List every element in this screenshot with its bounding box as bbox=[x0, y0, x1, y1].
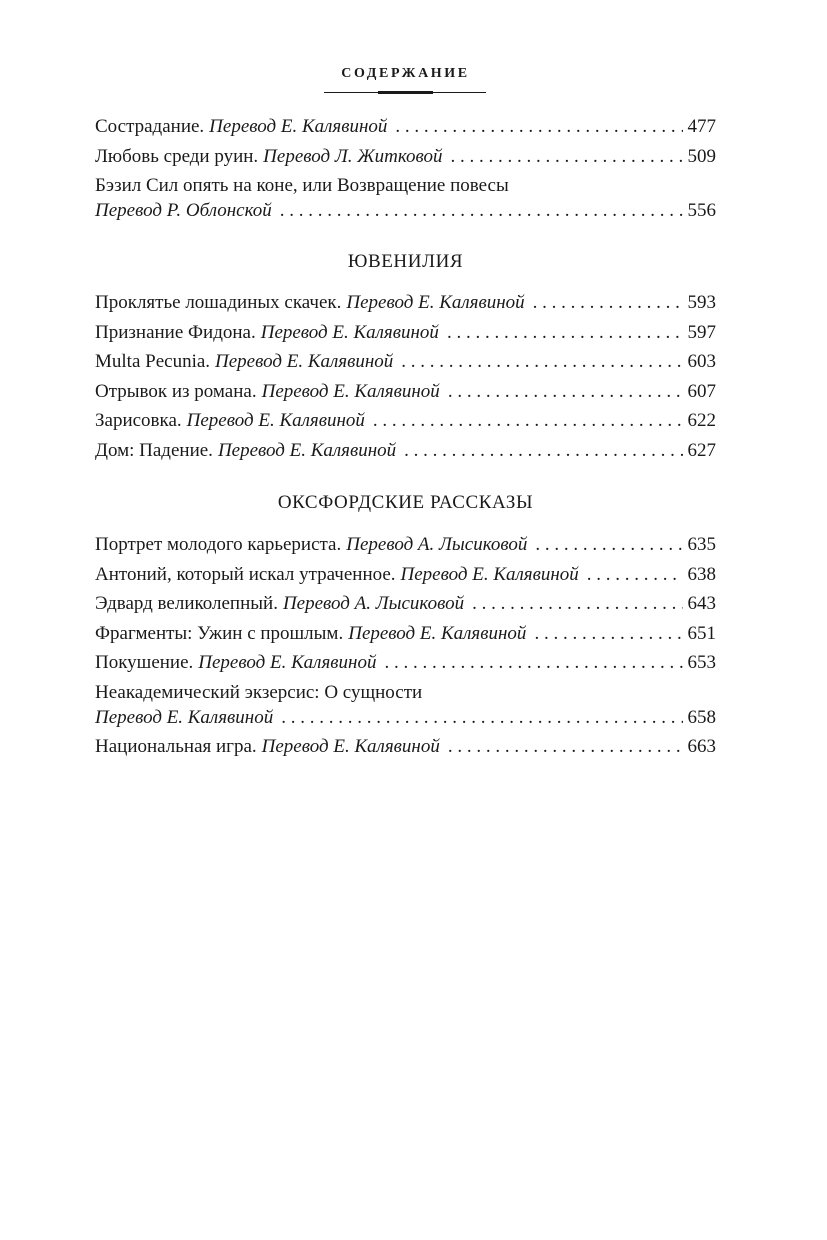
toc-entry[interactable] bbox=[95, 116, 716, 146]
dot-leader bbox=[472, 593, 682, 615]
toc-group-main bbox=[95, 116, 716, 229]
toc-entry[interactable] bbox=[95, 381, 716, 411]
dot-leader bbox=[401, 351, 682, 373]
entry-translator: Перевод Р. Облонской bbox=[95, 200, 272, 221]
entry-translator: Перевод Е. Калявиной bbox=[346, 292, 525, 313]
entry-translator: Перевод Е. Калявиной bbox=[261, 735, 440, 757]
entry-page: 622 bbox=[687, 410, 716, 431]
dot-leader bbox=[448, 381, 683, 403]
dot-leader bbox=[384, 652, 682, 674]
entry-translator: Перевод Е. Калявиной bbox=[186, 410, 365, 431]
entry-title: Отрывок из романа. bbox=[95, 380, 257, 402]
entry-page: 627 bbox=[687, 439, 716, 461]
entry-page: 658 bbox=[687, 706, 716, 728]
section-title-oxford: ОКСФОРДСКИЕ РАССКАЗЫ bbox=[277, 492, 534, 513]
toc-entry[interactable] bbox=[95, 322, 716, 352]
entry-title: Дом: Падение. bbox=[95, 439, 213, 461]
running-head: СОДЕРЖАНИЕ bbox=[341, 66, 470, 81]
entry-page: 556 bbox=[687, 200, 716, 221]
entry-translator: Перевод Е. Калявиной bbox=[209, 116, 388, 137]
entry-page: 635 bbox=[687, 534, 716, 555]
entry-translator: Перевод Е. Калявиной bbox=[198, 652, 377, 673]
entry-translator: Перевод Е. Калявиной bbox=[215, 351, 394, 372]
entry-title: Неакадемический экзерсис: О сущности bbox=[95, 681, 423, 703]
entry-title: Любовь среди руин. bbox=[95, 145, 259, 167]
entry-translator: Перевод Е. Калявиной bbox=[217, 439, 397, 461]
dot-leader bbox=[447, 322, 683, 344]
entry-translator: Перевод Е. Калявиной bbox=[348, 622, 527, 644]
entry-page: 638 bbox=[687, 563, 716, 585]
toc-entry[interactable] bbox=[95, 593, 716, 623]
entry-title: Эдвард великолепный. bbox=[95, 593, 278, 614]
entry-page: 603 bbox=[687, 351, 716, 372]
dot-leader bbox=[281, 707, 682, 729]
toc-entry[interactable] bbox=[95, 175, 716, 229]
toc-entry[interactable] bbox=[95, 564, 716, 594]
entry-title: Бэзил Сил опять на коне, или Возвращение повесы bbox=[95, 175, 509, 196]
entry-page: 597 bbox=[687, 321, 716, 343]
toc-entry[interactable] bbox=[95, 410, 716, 440]
entry-page: 643 bbox=[687, 593, 716, 614]
head-rule-ornament bbox=[378, 91, 433, 94]
toc-entry[interactable] bbox=[95, 292, 716, 322]
toc-entry[interactable] bbox=[95, 623, 716, 653]
dot-leader bbox=[448, 736, 683, 758]
entry-translator: Перевод Е. Калявиной bbox=[261, 380, 440, 402]
dot-leader bbox=[534, 623, 682, 645]
dot-leader bbox=[535, 534, 682, 556]
entry-translator: Перевод Е. Калявиной bbox=[400, 563, 579, 585]
dot-leader bbox=[404, 440, 682, 462]
entry-title: Multa Pecunia. bbox=[95, 351, 211, 372]
entry-page: 653 bbox=[687, 652, 716, 673]
entry-title: Признание Фидона. bbox=[95, 321, 256, 343]
toc-entry[interactable] bbox=[95, 351, 716, 381]
entry-page: 607 bbox=[687, 380, 716, 402]
dot-leader bbox=[373, 410, 683, 432]
section-title-juvenilia: ЮВЕНИЛИЯ bbox=[347, 251, 464, 272]
toc-group-juvenilia bbox=[95, 292, 716, 469]
entry-title: Портрет молодого карьериста. bbox=[95, 534, 342, 555]
entry-title: Покушение. bbox=[95, 652, 194, 673]
toc-entry[interactable] bbox=[95, 146, 716, 176]
dot-leader bbox=[451, 146, 683, 168]
dot-leader bbox=[280, 200, 683, 222]
entry-translator: Перевод А. Лысиковой bbox=[282, 593, 465, 614]
entry-title: Проклятье лошадиных скачек. bbox=[95, 292, 342, 313]
toc-group-oxford bbox=[95, 534, 716, 765]
entry-title: Фрагменты: Ужин с прошлым. bbox=[95, 622, 344, 644]
dot-leader bbox=[587, 564, 683, 586]
toc-entry[interactable] bbox=[95, 652, 716, 682]
entry-translator: Перевод Е. Калявиной bbox=[260, 321, 439, 343]
dot-leader bbox=[395, 116, 682, 138]
entry-page: 477 bbox=[687, 116, 716, 137]
entry-title: Антоний, который искал утраченное. bbox=[95, 563, 396, 585]
toc-entry[interactable] bbox=[95, 682, 716, 736]
entry-page: 663 bbox=[687, 735, 716, 757]
entry-translator: Перевод Л. Житковой bbox=[263, 145, 443, 167]
toc-entry[interactable] bbox=[95, 736, 716, 766]
entry-translator: Перевод А. Лысиковой bbox=[346, 534, 528, 555]
entry-translator: Перевод Е. Калявиной bbox=[95, 706, 274, 728]
entry-page: 651 bbox=[687, 622, 716, 644]
toc-entry[interactable] bbox=[95, 534, 716, 564]
entry-title: Зарисовка. bbox=[95, 410, 182, 431]
entry-page: 509 bbox=[687, 145, 716, 167]
toc-entry[interactable] bbox=[95, 440, 716, 470]
entry-title: Сострадание. bbox=[95, 116, 205, 137]
dot-leader bbox=[533, 292, 683, 314]
entry-page: 593 bbox=[687, 292, 716, 313]
entry-title: Национальная игра. bbox=[95, 735, 257, 757]
